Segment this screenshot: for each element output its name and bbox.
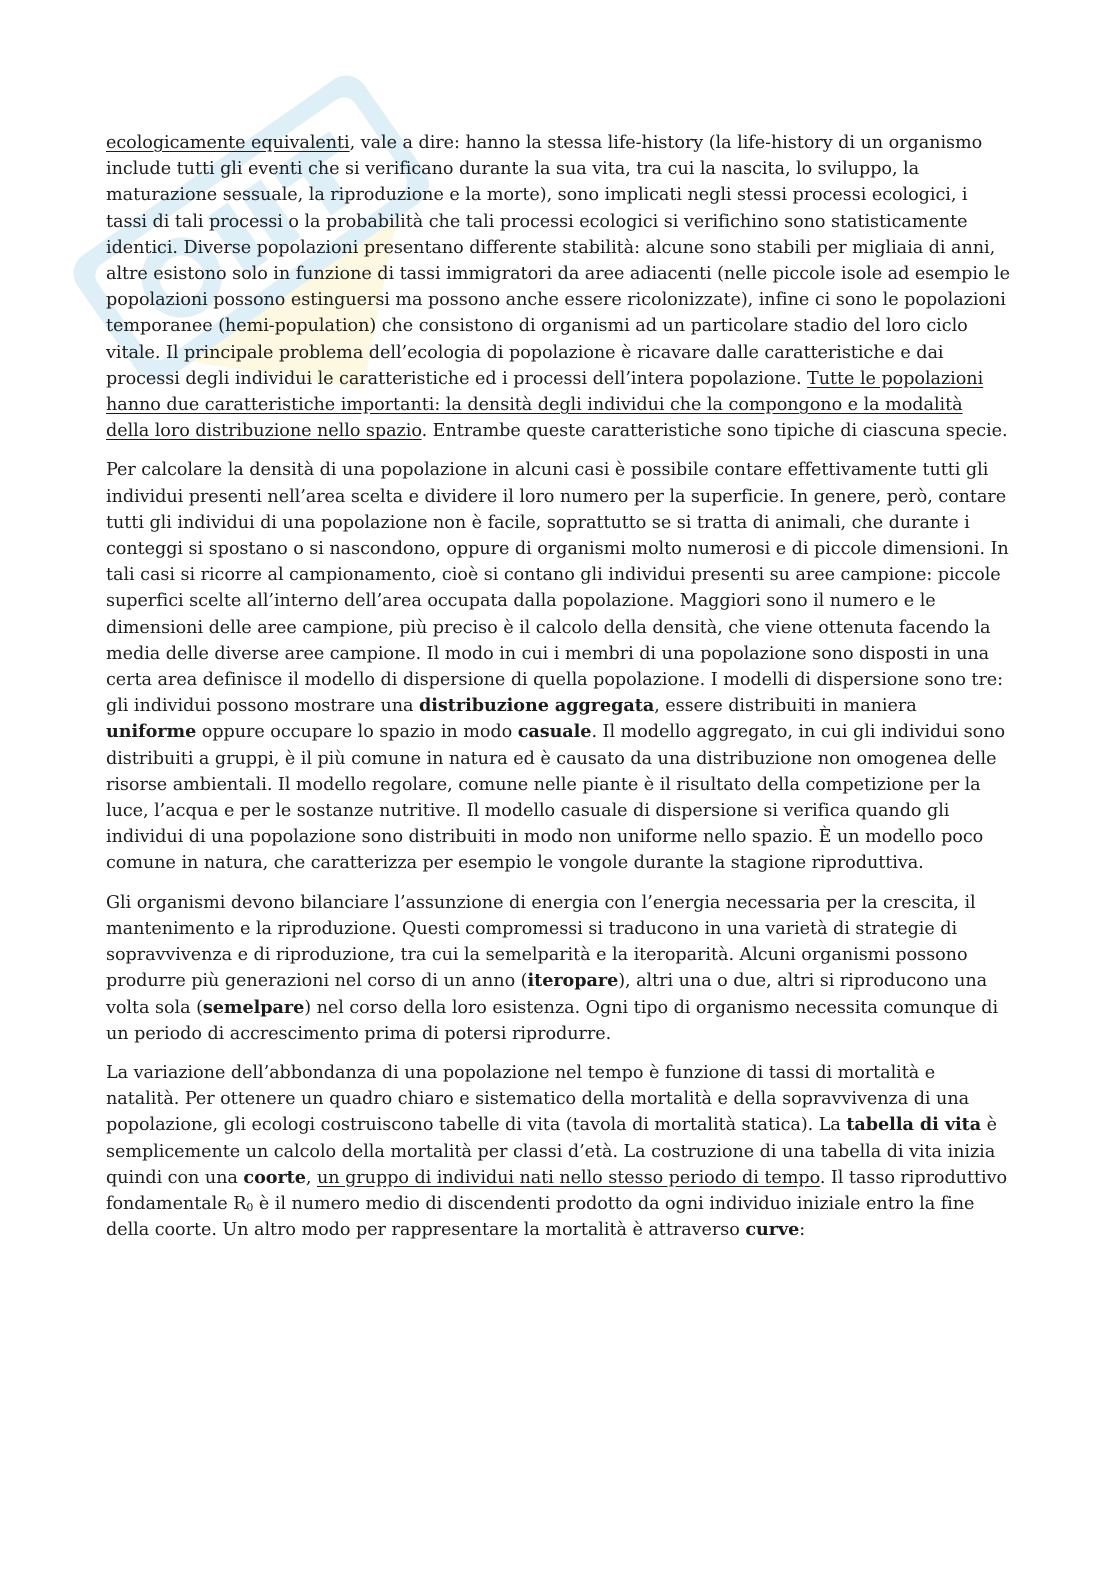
subscript-zero: 0 — [246, 1200, 254, 1214]
bold-term: uniforme — [106, 721, 197, 743]
text-run: è il numero medio di discendenti prodotto da ogni individuo iniziale entro la fine della coorte. Un altro modo per rappresentare la mortalità è attraverso — [106, 1193, 975, 1241]
text-run: . Il tasso riproduttivo fondamentale R — [106, 1167, 1008, 1214]
text-run: La variazione dell’abbondanza di una popolazione nel tempo è funzione di tassi di mortalità e natalità. Per ottenere un quadro chiaro e sistematico della mortalità e della sopravvivenza di una popolazione, gli ecologi costruiscono tabelle di vita (tavola di mortalità statica). La — [106, 1062, 970, 1136]
underlined-definition: un gruppo di individui nati nello stesso periodo di tempo — [316, 1167, 820, 1188]
bold-term: casuale — [517, 721, 592, 743]
paragraph-population-definition — [106, 130, 1011, 444]
bold-term: curve — [745, 1219, 800, 1241]
underlined-term: ecologicamente equivalenti — [106, 133, 350, 153]
text-run: Gli organismi devono bilanciare l’assunzione di energia con l’energia necessaria per la crescita, il mantenimento e la riproduzione. Questi compromessi si traducono in una varietà di strategie di sopravvivenza e di riproduzione, tra cui la semelparità e la iteroparità. Alcuni organismi possono produrre più generazioni nel corso di un anno ( — [106, 892, 976, 992]
text-run: è semplicemente un calcolo della mortalità per classi d’età. La costruzione di una tabella di vita inizia quindi con una — [106, 1115, 997, 1188]
bold-term: semelpare — [202, 996, 305, 1018]
bold-term: coorte — [243, 1166, 306, 1188]
text-run: ), altri una o due, altri si riproducono una volta sola ( — [106, 971, 988, 1018]
text-run: . Entrambe queste caratteristiche sono tipiche di ciascuna specie. — [421, 421, 1008, 442]
text-run: , vale a dire: hanno la stessa life-history (la life-history di un organismo include tutti gli eventi che si verificano durante la sua vita, tra cui la nascita, lo sviluppo, la maturazione sessuale, la riproduzione e la morte), sono implicati negli stessi processi ecologici, i tassi di tali processi o la probabilità che tali processi ecologici si verifichino sono statisticamente identici. Diverse popolazioni presentano differente stabilità: alcune sono stabili per migliaia di anni, altre esistono solo in funzione di tassi immigratori da aree adiacenti (nelle piccole isole ad esempio le popolazioni possono estinguersi ma possono anche essere ricolonizzate), infine ci sono le popolazioni temporanee (hemi-population) che consistono di organismi ad un particolare stadio del loro ciclo vitale. Il principale problema dell’ecologia di popolazione è ricavare dalle caratteristiche e dai processi degli individui le caratteristiche ed i processi dell’intera popolazione. — [106, 133, 1010, 389]
bold-term: iteropare — [527, 970, 619, 992]
paragraph-life-strategies — [106, 890, 1011, 1047]
text-run: ) nel corso della loro esistenza. Ogni tipo di organismo necessita comunque di un periodo di accrescimento prima di potersi riprodurre. — [106, 997, 999, 1044]
paragraph-life-tables — [106, 1060, 1011, 1243]
text-run: . Il modello aggregato, in cui gli individui sono distribuiti a gruppi, è il più comune in natura ed è causato da una distribuzione non omogenea delle risorse ambientali. Il modello regolare, comune nelle piante è il risultato della competizione per la luce, l’acqua e per le sostanze nutritive. Il modello casuale di dispersione si verifica quando gli individui di una popolazione sono distribuiti in modo non uniforme nello spazio. È un modello poco comune in natura, che caratterizza per esempio le vongole durante la stagione riproduttiva. — [106, 722, 1006, 874]
underlined-sentence: Tutte le popolazioni hanno due caratteristiche importanti: la densità degli individui che la compongono e la modalità della loro distribuzione nello spazio — [106, 368, 984, 442]
page-content — [106, 130, 1011, 1256]
paragraph-density-dispersion — [106, 457, 1011, 876]
bold-term: distribuzione aggregata — [419, 695, 655, 717]
text-run: , essere distribuiti in maniera — [654, 696, 917, 717]
text-run: , — [305, 1167, 317, 1188]
text-run: oppure occupare lo spazio in modo — [196, 722, 518, 743]
bold-term: tabella di vita — [846, 1114, 982, 1136]
text-run: : — [799, 1220, 806, 1241]
text-run: Per calcolare la densità di una popolazione in alcuni casi è possibile contare effettivamente tutti gli individui presenti nell’area scelta e dividere il loro numero per la superficie. In genere, però, contare tutti gli individui di una popolazione non è facile, soprattutto se si tratta di animali, che durante i conteggi si spostano o si nascondono, oppure di organismi molto numerosi e di piccole dimensioni. In tali casi si ricorre al campionamento, cioè si contano gli individui presenti su aree campione: piccole superfici scelte all’interno dell’area occupata dalla popolazione. Maggiori sono il numero e le dimensioni delle aree campione, più preciso è il calcolo della densità, che viene ottenuta facendo la media delle diverse aree campione. Il modo in cui i membri di una popolazione sono disposti in una certa area definisce il modello di dispersione di quella popolazione. I modelli di dispersione sono tre: gli individui possono mostrare una — [106, 460, 1009, 717]
